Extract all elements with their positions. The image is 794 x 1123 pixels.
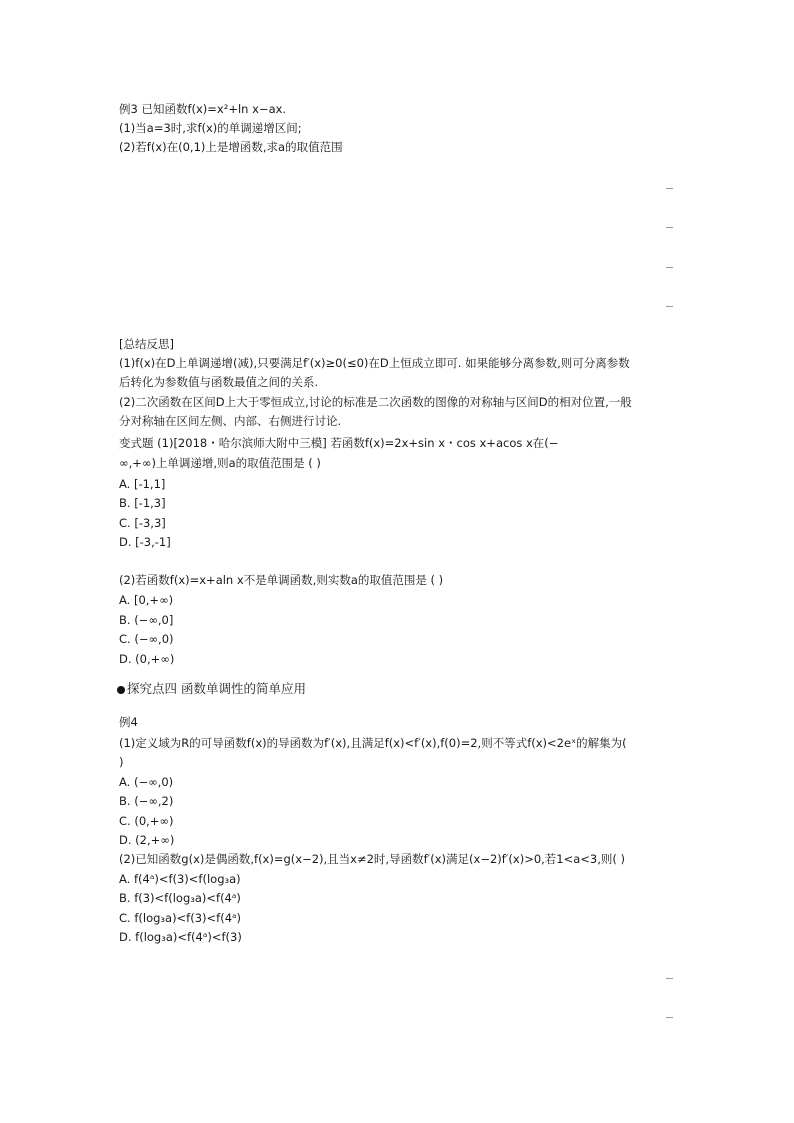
example3-title: 例3 已知函数f(x)=x²+ln x−ax. xyxy=(119,102,287,116)
example4-q1-option-d: D. (2,+∞) xyxy=(119,833,175,847)
variant-q1-option-d: D. [-3,-1] xyxy=(119,535,171,549)
variant-q1-option-b: B. [-1,3] xyxy=(119,496,166,510)
example4-q1-option-b: B. (−∞,2) xyxy=(119,794,174,808)
summary-p1-line1: (1)f(x)在D上单调递增(减),只要满足f′(x)≥0(≤0)在D上恒成立即可. 如果能够分离参数,则可分离参数 xyxy=(119,356,630,370)
margin-mark xyxy=(666,227,673,228)
summary-p2-line2: 分对称轴在区间左侧、内部、右侧进行讨论. xyxy=(119,414,342,428)
variant-q2-stem: (2)若函数f(x)=x+aln x不是单调函数,则实数a的取值范围是 ( ) xyxy=(119,573,444,587)
section4-heading xyxy=(117,680,306,698)
example4-q2-option-c: C. f(log₃a)<f(3)<f(4ᵃ) xyxy=(119,911,242,925)
section4-title: 探究点四 函数单调性的简单应用 xyxy=(127,681,306,696)
example4-q2-option-d: D. f(log₃a)<f(4ᵃ)<f(3) xyxy=(119,930,242,944)
margin-mark xyxy=(666,1017,673,1018)
variant-q2-option-a: A. [0,+∞) xyxy=(119,593,174,607)
example3-question-2: (2)若f(x)在(0,1)上是增函数,求a的取值范围 xyxy=(119,140,343,154)
example4-q2-option-a: A. f(4ᵃ)<f(3)<f(log₃a) xyxy=(119,872,241,886)
example4-q1-line1: (1)定义域为R的可导函数f(x)的导函数为f′(x),且满足f(x)<f′(x),f(0)=2,则不等式f(x)<2eˣ的解集为( xyxy=(119,736,627,750)
variant-q2-option-d: D. (0,+∞) xyxy=(119,652,175,666)
summary-p2-line1: (2)二次函数在区间D上大于零恒成立,讨论的标准是二次函数的图像的对称轴与区间D的相对位置,一般 xyxy=(119,395,632,409)
example4-title: 例4 xyxy=(119,715,138,729)
example4-q2-option-b: B. f(3)<f(log₃a)<f(4ᵃ) xyxy=(119,891,241,905)
variant-q1-option-c: C. [-3,3] xyxy=(119,516,166,530)
variant-q2-option-c: C. (−∞,0) xyxy=(119,632,174,646)
margin-mark xyxy=(666,978,673,979)
example3-question-1: (1)当a=3时,求f(x)的单调递增区间; xyxy=(119,121,302,135)
margin-mark xyxy=(666,188,673,189)
margin-mark xyxy=(666,306,673,307)
variant-q1-line1: 变式题 (1)[2018・哈尔滨师大附中三模] 若函数f(x)=2x+sin x・cos x+acos x在(− xyxy=(119,436,559,450)
variant-q1-option-a: A. [-1,1] xyxy=(119,477,166,491)
example4-q1-line2: ) xyxy=(119,755,124,769)
bullet-icon xyxy=(117,686,125,694)
summary-p1-line2: 后转化为参数值与函数最值之间的关系. xyxy=(119,375,319,389)
margin-mark xyxy=(666,267,673,268)
summary-heading: [总结反思] xyxy=(119,337,174,351)
example4-q2-stem: (2)已知函数g(x)是偶函数,f(x)=g(x−2),且当x≠2时,导函数f′(x)满足(x−2)f′(x)>0,若1<a<3,则( ) xyxy=(119,852,626,866)
variant-q1-line2: ∞,+∞)上单调递增,则a的取值范围是 ( ) xyxy=(119,456,321,470)
example4-q1-option-a: A. (−∞,0) xyxy=(119,775,174,789)
variant-q2-option-b: B. (−∞,0] xyxy=(119,613,174,627)
example4-q1-option-c: C. (0,+∞) xyxy=(119,814,174,828)
